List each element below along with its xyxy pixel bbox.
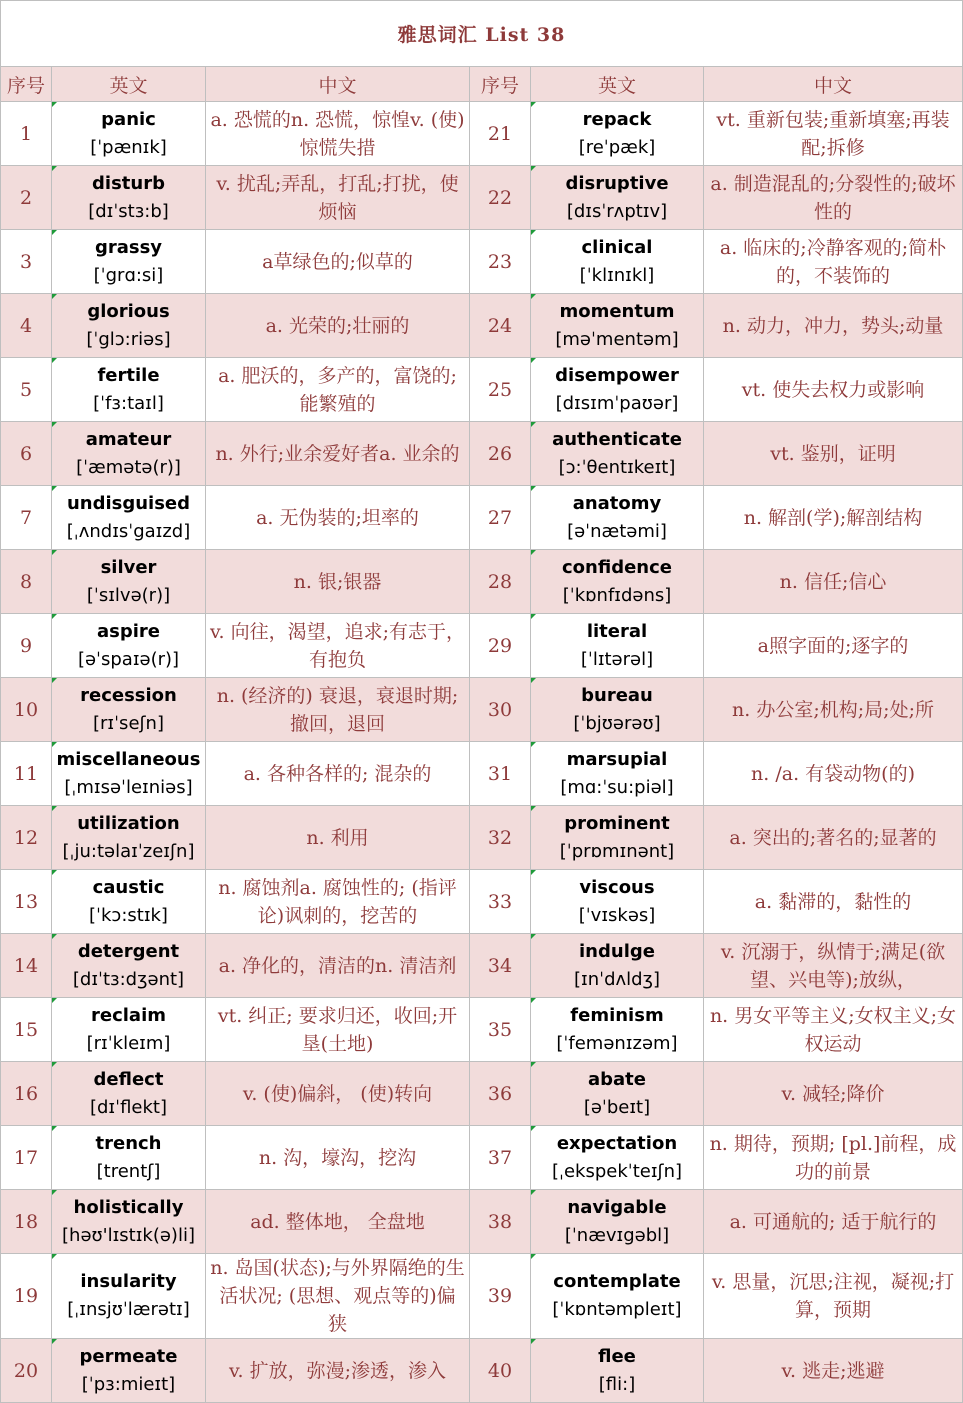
row-number-right: 25: [470, 358, 531, 422]
english-word: reclaim: [91, 1004, 166, 1026]
phonetic: [mɑ:ˈsu:piəl]: [560, 776, 674, 798]
english-cell-left[interactable]: [52, 678, 206, 742]
english-word: permeate: [79, 1345, 178, 1367]
row-number-left: 6: [1, 422, 52, 486]
english-word: literal: [586, 620, 648, 642]
row-number-left: 4: [1, 294, 52, 358]
english-word: repack: [582, 108, 652, 130]
header-english-left: 英文: [52, 67, 206, 102]
row-number-left: 8: [1, 550, 52, 614]
english-cell-right[interactable]: [531, 1062, 704, 1126]
english-word: viscous: [579, 876, 655, 898]
chinese-meaning-right: v. 沉溺于，纵情于;满足(欲望、兴电等);放纵，: [704, 934, 963, 998]
chinese-meaning-left: v. 向往，渴望，追求;有志于，有抱负: [206, 614, 470, 678]
english-cell-right[interactable]: [531, 294, 704, 358]
chinese-meaning-right: n. 男女平等主义;女权主义;女权运动: [704, 998, 963, 1062]
english-word: disempower: [555, 364, 679, 386]
english-cell-left[interactable]: [52, 422, 206, 486]
chinese-meaning-left: a草绿色的;似草的: [206, 230, 470, 294]
table-row: [1, 1339, 963, 1403]
row-number-right: 30: [470, 678, 531, 742]
phonetic: [dɪˈstɜ:b]: [88, 200, 169, 222]
chinese-meaning-right: n. 信任;信心: [704, 550, 963, 614]
chinese-meaning-right: a. 黏滞的，黏性的: [704, 870, 963, 934]
table-row: [1, 358, 963, 422]
english-cell-right[interactable]: [531, 806, 704, 870]
row-number-left: 15: [1, 998, 52, 1062]
row-number-right: 21: [470, 102, 531, 166]
chinese-meaning-right: v. 减轻;降价: [704, 1062, 963, 1126]
english-cell-left[interactable]: [52, 1190, 206, 1254]
table-row: [1, 486, 963, 550]
table-row: [1, 806, 963, 870]
table-row: [1, 614, 963, 678]
english-word: disturb: [92, 172, 165, 194]
english-word: prominent: [564, 812, 670, 834]
phonetic: [rɪˈkleɪm]: [86, 1032, 171, 1054]
chinese-meaning-right: n. 办公室;机构;局;处;所: [704, 678, 963, 742]
english-word: disruptive: [565, 172, 669, 194]
english-word: grassy: [94, 236, 163, 258]
phonetic: [ˈkɒntəmpleɪt]: [552, 1299, 682, 1320]
phonetic: [ˈglɔ:riəs]: [86, 328, 171, 350]
chinese-meaning-left: ad. 整体地， 全盘地: [206, 1190, 470, 1254]
header-chinese-right: 中文: [704, 67, 963, 102]
row-number-right: 23: [470, 230, 531, 294]
english-word: marsupial: [566, 748, 668, 770]
row-number-left: 3: [1, 230, 52, 294]
chinese-meaning-left: n. 银;银器: [206, 550, 470, 614]
english-cell-right[interactable]: [531, 1190, 704, 1254]
row-number-left: 13: [1, 870, 52, 934]
english-word: confidence: [562, 556, 672, 578]
english-word: clinical: [581, 236, 653, 258]
row-number-left: 2: [1, 166, 52, 230]
row-number-right: 26: [470, 422, 531, 486]
english-cell-left[interactable]: [52, 742, 206, 806]
phonetic: [ˌɪnsjʊˈlærətɪ]: [67, 1299, 190, 1320]
chinese-meaning-left: a. 光荣的;壮丽的: [206, 294, 470, 358]
chinese-meaning-left: v. 扰乱;弄乱，打乱;打扰，使烦恼: [206, 166, 470, 230]
english-cell-right[interactable]: [531, 166, 704, 230]
phonetic: [rɪˈseʃn]: [93, 712, 164, 734]
phonetic: [əˈspaɪə(r)]: [77, 648, 180, 670]
phonetic: [ˌʌndɪsˈgaɪzd]: [66, 520, 191, 542]
chinese-meaning-left: v. (使)偏斜， (使)转向: [206, 1062, 470, 1126]
english-word: flee: [598, 1345, 636, 1367]
row-number-right: 34: [470, 934, 531, 998]
phonetic: [ˈkɒnfɪdəns]: [562, 584, 672, 606]
english-word: insularity: [80, 1271, 177, 1292]
chinese-meaning-left: vt. 纠正; 要求归还，收回;开垦(土地): [206, 998, 470, 1062]
phonetic: [məˈmentəm]: [555, 328, 679, 350]
row-number-right: 35: [470, 998, 531, 1062]
chinese-meaning-left: n. 利用: [206, 806, 470, 870]
table-row: [1, 1126, 963, 1190]
phonetic: [ˈæmətə(r)]: [76, 456, 181, 478]
english-word: navigable: [567, 1196, 667, 1218]
english-cell-left[interactable]: [52, 998, 206, 1062]
english-cell-right[interactable]: [531, 550, 704, 614]
chinese-meaning-left: a. 净化的，清洁的n. 清洁剂: [206, 934, 470, 998]
english-cell-left[interactable]: [52, 1339, 206, 1403]
chinese-meaning-right: vt. 重新包装;重新填塞;再装配;拆修: [704, 102, 963, 166]
header-row: [1, 67, 963, 102]
table-row: [1, 1062, 963, 1126]
english-word: bureau: [581, 684, 653, 706]
english-cell-right[interactable]: [531, 934, 704, 998]
english-word: recession: [80, 684, 177, 706]
table-row: [1, 1254, 963, 1339]
english-word: abate: [588, 1068, 646, 1090]
header-num-right: 序号: [470, 67, 531, 102]
phonetic: [ˈfɜ:taɪl]: [93, 392, 164, 414]
row-number-right: 28: [470, 550, 531, 614]
chinese-meaning-right: a. 临床的;冷静客观的;简朴的，不装饰的: [704, 230, 963, 294]
row-number-left: 11: [1, 742, 52, 806]
english-cell-right[interactable]: [531, 998, 704, 1062]
english-word: caustic: [92, 876, 165, 898]
english-cell-right[interactable]: [531, 358, 704, 422]
row-number-left: 18: [1, 1190, 52, 1254]
english-cell-left[interactable]: [52, 1126, 206, 1190]
chinese-meaning-right: vt. 使失去权力或影响: [704, 358, 963, 422]
english-cell-left[interactable]: [52, 614, 206, 678]
chinese-meaning-right: a. 突出的;著名的;显著的: [704, 806, 963, 870]
phonetic: [ˌmɪsəˈleɪniəs]: [64, 776, 193, 798]
english-cell-left[interactable]: [52, 1254, 206, 1339]
row-number-left: 10: [1, 678, 52, 742]
header-chinese-left: 中文: [206, 67, 470, 102]
english-word: utilization: [77, 812, 180, 834]
english-cell-right[interactable]: [531, 230, 704, 294]
english-cell-left[interactable]: [52, 550, 206, 614]
row-number-left: 7: [1, 486, 52, 550]
table-row: [1, 550, 963, 614]
table-row: [1, 230, 963, 294]
english-cell-left[interactable]: [52, 486, 206, 550]
english-word: trench: [95, 1132, 162, 1154]
chinese-meaning-right: n. /a. 有袋动物(的): [704, 742, 963, 806]
header-num-left: 序号: [1, 67, 52, 102]
row-number-right: 36: [470, 1062, 531, 1126]
row-number-right: 37: [470, 1126, 531, 1190]
english-word: fertile: [97, 364, 160, 386]
english-cell-right[interactable]: [531, 614, 704, 678]
english-cell-left[interactable]: [52, 934, 206, 998]
phonetic: [fli:]: [598, 1373, 636, 1395]
chinese-meaning-left: a. 肥沃的，多产的，富饶的;能繁殖的: [206, 358, 470, 422]
phonetic: [dɪsɪmˈpaʊər]: [555, 392, 679, 414]
phonetic: [ˈprɒmɪnənt]: [559, 840, 675, 862]
phonetic: [əˈnætəmi]: [567, 520, 667, 542]
english-word: deflect: [93, 1068, 164, 1090]
english-cell-right[interactable]: [531, 870, 704, 934]
english-word: panic: [101, 108, 156, 130]
chinese-meaning-left: a. 恐慌的n. 恐慌，惊惶v. (使)惊慌失措: [206, 102, 470, 166]
row-number-right: 33: [470, 870, 531, 934]
row-number-right: 38: [470, 1190, 531, 1254]
english-cell-left[interactable]: [52, 1062, 206, 1126]
chinese-meaning-right: a照字面的;逐字的: [704, 614, 963, 678]
chinese-meaning-right: a. 制造混乱的;分裂性的;破坏性的: [704, 166, 963, 230]
phonetic: [həʊ'lɪstɪk(ə)li]: [62, 1224, 195, 1246]
english-word: authenticate: [552, 428, 682, 450]
table-row: [1, 1190, 963, 1254]
row-number-right: 22: [470, 166, 531, 230]
english-cell-left[interactable]: [52, 294, 206, 358]
chinese-meaning-left: a. 各种各样的; 混杂的: [206, 742, 470, 806]
chinese-meaning-left: n. 沟，壕沟，挖沟: [206, 1126, 470, 1190]
phonetic: [ɪnˈdʌldʒ]: [574, 968, 660, 990]
phonetic: [ˈgrɑ:si]: [93, 264, 164, 286]
phonetic: [ˈpænɪk]: [90, 136, 167, 158]
english-word: undisguised: [66, 492, 191, 514]
chinese-meaning-right: n. 动力，冲力，势头;动量: [704, 294, 963, 358]
row-number-right: 31: [470, 742, 531, 806]
english-word: silver: [100, 556, 157, 578]
phonetic: [əˈbeɪt]: [583, 1096, 651, 1118]
table-row: [1, 870, 963, 934]
row-number-right: 24: [470, 294, 531, 358]
phonetic: [reˈpæk]: [578, 136, 656, 158]
phonetic: [ˈsɪlvə(r)]: [86, 584, 171, 606]
table-row: [1, 998, 963, 1062]
english-word: glorious: [87, 300, 170, 322]
english-word: miscellaneous: [56, 748, 201, 770]
chinese-meaning-right: n. 解剖(学);解剖结构: [704, 486, 963, 550]
english-cell-right[interactable]: [531, 1254, 704, 1339]
english-word: detergent: [77, 940, 180, 962]
phonetic: [ˈklɪnɪkl]: [579, 264, 655, 286]
english-cell-right[interactable]: [531, 1339, 704, 1403]
english-cell-left[interactable]: [52, 102, 206, 166]
table-row: [1, 742, 963, 806]
chinese-meaning-left: n. 岛国(状态);与外界隔绝的生活状况; (思想、观点等的)偏狭: [206, 1254, 470, 1339]
chinese-meaning-right: n. 期待，预期; [pl.]前程，成功的前景: [704, 1126, 963, 1190]
row-number-left: 16: [1, 1062, 52, 1126]
english-cell-right[interactable]: [531, 422, 704, 486]
english-word: contemplate: [553, 1271, 681, 1292]
english-word: feminism: [570, 1004, 664, 1026]
english-word: indulge: [579, 940, 655, 962]
phonetic: [ˈfemənɪzəm]: [556, 1032, 678, 1054]
row-number-right: 29: [470, 614, 531, 678]
english-cell-left[interactable]: [52, 870, 206, 934]
english-word: momentum: [559, 300, 675, 322]
table-row: [1, 166, 963, 230]
phonetic: [ˈbjʊərəʊ]: [573, 712, 661, 734]
phonetic: [ˈvɪskəs]: [578, 904, 656, 926]
row-number-left: 19: [1, 1254, 52, 1339]
row-number-left: 17: [1, 1126, 52, 1190]
english-cell-left[interactable]: [52, 358, 206, 422]
english-cell-right[interactable]: [531, 742, 704, 806]
table-title: 雅思词汇 List 38: [1, 1, 963, 67]
chinese-meaning-right: v. 思量，沉思;注视，凝视;打算，预期: [704, 1254, 963, 1339]
phonetic: [dɪˈflekt]: [89, 1096, 167, 1118]
english-cell-left[interactable]: [52, 166, 206, 230]
phonetic: [ˌekspekˈteɪʃn]: [551, 1160, 683, 1182]
english-cell-left[interactable]: [52, 806, 206, 870]
english-cell-left[interactable]: [52, 230, 206, 294]
row-number-right: 32: [470, 806, 531, 870]
chinese-meaning-left: n. 腐蚀剂a. 腐蚀性的; (指评论)讽刺的，挖苦的: [206, 870, 470, 934]
row-number-right: 27: [470, 486, 531, 550]
english-cell-right[interactable]: [531, 486, 704, 550]
phonetic: [ˈkɔ:stɪk]: [89, 904, 168, 926]
row-number-left: 1: [1, 102, 52, 166]
row-number-left: 20: [1, 1339, 52, 1403]
phonetic: [ˈnævɪgəbl]: [564, 1224, 670, 1246]
english-word: amateur: [85, 428, 172, 450]
phonetic: [ˈpɜ:mieɪt]: [81, 1373, 176, 1395]
phonetic: [dɪˈtɜ:dʒənt]: [72, 968, 185, 990]
english-cell-right[interactable]: [531, 102, 704, 166]
phonetic: [trentʃ]: [96, 1160, 161, 1182]
header-english-right: 英文: [531, 67, 704, 102]
chinese-meaning-left: a. 无伪装的;坦率的: [206, 486, 470, 550]
row-number-left: 14: [1, 934, 52, 998]
table-row: [1, 422, 963, 486]
chinese-meaning-right: v. 逃走;逃避: [704, 1339, 963, 1403]
chinese-meaning-left: v. 扩放，弥漫;渗透，渗入: [206, 1339, 470, 1403]
english-word: anatomy: [572, 492, 662, 514]
chinese-meaning-right: a. 可通航的; 适于航行的: [704, 1190, 963, 1254]
row-number-left: 12: [1, 806, 52, 870]
row-number-left: 5: [1, 358, 52, 422]
table-row: [1, 678, 963, 742]
chinese-meaning-left: n. 外行;业余爱好者a. 业余的: [206, 422, 470, 486]
table-row: [1, 102, 963, 166]
table-row: [1, 934, 963, 998]
row-number-right: 40: [470, 1339, 531, 1403]
english-word: holistically: [73, 1196, 184, 1218]
chinese-meaning-right: vt. 鉴别，证明: [704, 422, 963, 486]
english-word: expectation: [556, 1132, 678, 1154]
english-word: aspire: [97, 620, 160, 642]
phonetic: [dɪsˈrʌptɪv]: [566, 200, 668, 222]
phonetic: [ˈlɪtərəl]: [580, 648, 654, 670]
chinese-meaning-left: n. (经济的) 衰退，衰退时期;撤回，退回: [206, 678, 470, 742]
row-number-right: 39: [470, 1254, 531, 1339]
phonetic: [ɔ:ˈθentɪkeɪt]: [558, 456, 676, 478]
phonetic: [ˌju:təlaɪˈzeɪʃn]: [62, 840, 195, 862]
row-number-left: 9: [1, 614, 52, 678]
english-cell-right[interactable]: [531, 1126, 704, 1190]
english-cell-right[interactable]: [531, 678, 704, 742]
table-row: [1, 294, 963, 358]
